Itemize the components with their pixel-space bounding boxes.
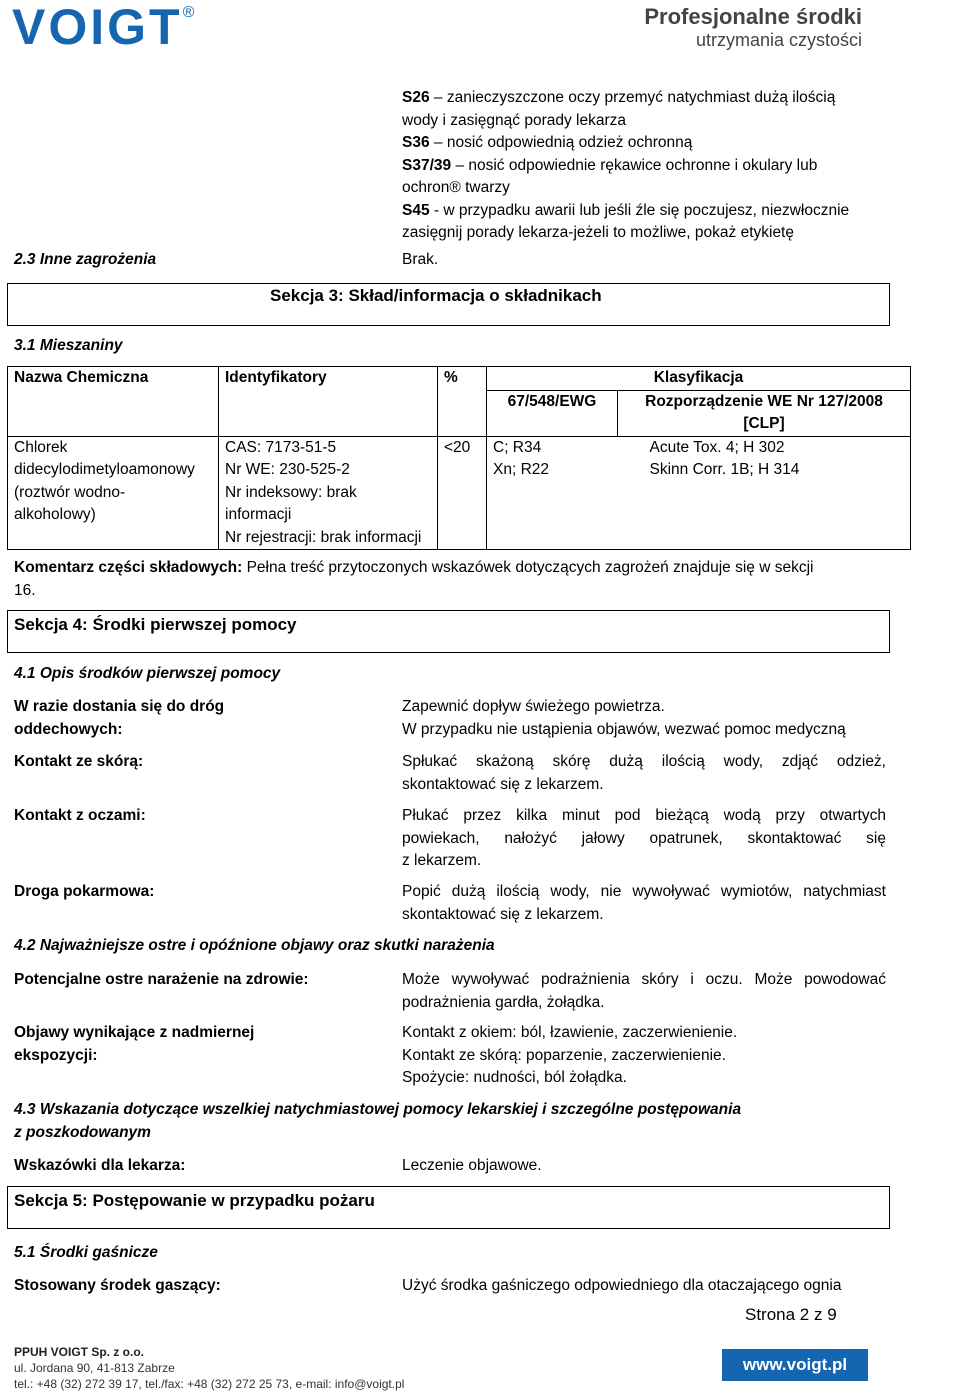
subheader-empty-2	[219, 390, 438, 436]
eye-contact-label: Kontakt z oczami:	[14, 807, 146, 824]
acute-exposure-text	[402, 969, 886, 1014]
overexposure-text-line2: Kontakt ze skórą: poparzenie, zaczerwienienie.	[402, 1046, 726, 1064]
section-4-2-label: 4.2 Najważniejsze ostre i opóźnione objawy oraz skutki narażenia	[14, 937, 495, 954]
name-line: Chlorek	[14, 438, 68, 456]
s45-code: S45	[402, 201, 430, 219]
section-3-title-box	[7, 283, 890, 326]
section-4-3-line1: 4.3 Wskazania dotyczące wszelkiej natychmiastowej pomocy lekarskiej i szczególne postępowania	[14, 1101, 742, 1118]
ingestion-text-line2: skontaktować się z lekarzem.	[402, 905, 604, 923]
subheader-ewg: 67/548/EWG	[487, 390, 618, 436]
footer-company: PPUH VOIGT Sp. z o.o.	[14, 1345, 145, 1359]
table-subheader-row	[8, 390, 911, 436]
inhalation-label-line1: W razie dostania się do dróg	[14, 698, 225, 715]
subheader-empty-3	[438, 390, 487, 436]
doctor-advice-text: Leczenie objawowe.	[402, 1157, 542, 1174]
ewg-line: C; R34	[493, 438, 542, 456]
s26-text: – zanieczyszczone oczy przemyć natychmiast dużą ilością	[429, 89, 836, 106]
subheader-clp-line2: [CLP]	[743, 415, 785, 432]
eye-contact-text-line3: z lekarzem.	[402, 852, 482, 869]
name-line: alkoholowy)	[14, 506, 96, 523]
comment-text: Pełna treść przytoczonych wskazówek dotyczących zagrożeń znajduje się w sekcji	[242, 559, 814, 576]
inhalation-text-line2: W przypadku nie ustąpienia objawów, wezwać pomoc medyczną	[402, 720, 846, 738]
s3739-text: – nosić odpowiednie rękawice ochronne i okulary lub	[451, 156, 818, 174]
section-4-title-box	[7, 610, 890, 653]
subheader-empty-1	[8, 390, 219, 436]
name-line: didecylodimetyloamonowy	[14, 461, 195, 478]
section-4-title: Sekcja 4: Środki pierwszej pomocy	[14, 615, 297, 634]
voigt-logo	[12, 0, 218, 55]
footer-website[interactable]: www.voigt.pl	[722, 1349, 868, 1381]
table-row	[8, 436, 911, 550]
overexposure-label	[14, 1022, 254, 1067]
overexposure-text-line3: Spożycie: nudności, ból żołądka.	[402, 1069, 627, 1086]
clp-line: Skinn Corr. 1B; H 314	[649, 461, 800, 478]
ingestion-text	[402, 881, 886, 926]
footer-address: ul. Jordana 90, 41-813 Zabrze	[14, 1361, 175, 1375]
s3739-code: S37/39	[402, 156, 452, 174]
footer-contact: tel.: +48 (32) 272 39 17, tel./fax: +48 (32) 272 25 73, e-mail: info@voigt.pl	[14, 1377, 405, 1391]
skin-contact-text	[402, 751, 886, 796]
clp-line: Acute Tox. 4; H 302	[649, 438, 785, 456]
name-line: (roztwór wodno-	[14, 483, 126, 501]
s26-code: S26	[402, 89, 430, 106]
header-classification: Klasyfikacja	[487, 367, 911, 391]
eye-contact-text-line1: Płukać przez kilka minut pod bieżącą wodą przy otwartych	[402, 807, 886, 824]
inhalation-label-line2: oddechowych:	[14, 720, 123, 738]
skin-contact-label: Kontakt ze skórą:	[14, 753, 144, 770]
slogan-line2: utrzymania czystości	[695, 30, 862, 50]
section-2-3-value: Brak.	[402, 251, 439, 268]
section-3-1-label: 3.1 Mieszaniny	[14, 337, 123, 354]
header-percent: %	[438, 367, 487, 391]
cell-percent: <20	[438, 436, 487, 550]
section-5-title-box	[7, 1186, 890, 1229]
components-comment	[14, 557, 886, 580]
skin-contact-text-line2: skontaktować się z lekarzem.	[402, 775, 604, 793]
ewg-line: Xn; R22	[493, 461, 550, 478]
s36-text: – nosić odpowiednią odzież ochronną	[429, 134, 693, 151]
header-identifiers: Identyfikatory	[219, 367, 438, 391]
id-line: informacji	[225, 506, 292, 523]
id-line: Nr rejestracji: brak informacji	[225, 528, 422, 546]
slogan-line1: Profesjonalne środki	[644, 4, 862, 29]
ingestion-label: Droga pokarmowa:	[14, 883, 155, 900]
eye-contact-text	[402, 805, 886, 873]
extinguishing-label: Stosowany środek gaszący:	[14, 1277, 221, 1294]
inhalation-label	[14, 696, 224, 741]
s45-text-2: zasięgnij porady lekarza-jeżeli to możliwe, pokaż etykietę	[402, 224, 794, 241]
s3739-text-2: ochron® twarzy	[402, 179, 510, 196]
section-4-3-label	[14, 1099, 894, 1144]
section-2-3-label: 2.3 Inne zagrożenia	[14, 251, 157, 268]
comment-label: Komentarz części składowych:	[14, 559, 243, 576]
subheader-clp-line1: Rozporządzenie WE Nr 127/2008	[645, 392, 883, 410]
eye-contact-text-line2: powiekach, nałożyć jałowy opatrunek, skontaktować się	[402, 829, 886, 847]
acute-exposure-text-line2: podrażnienia gardła, żołądka.	[402, 993, 605, 1011]
cell-identifiers	[219, 436, 438, 550]
doctor-advice-label: Wskazówki dla lekarza:	[14, 1157, 186, 1174]
logo-text: VOIGT	[12, 0, 183, 55]
overexposure-label-line2: ekspozycji:	[14, 1046, 98, 1064]
overexposure-text-line1: Kontakt z okiem: ból, łzawienie, zaczerwienienie.	[402, 1024, 738, 1041]
s45-text: - w przypadku awarii lub jeśli źle się poczujesz, niezwłocznie	[429, 201, 850, 219]
inhalation-text-line1: Zapewnić dopływ świeżego powietrza.	[402, 698, 665, 715]
overexposure-label-line1: Objawy wynikające z nadmiernej	[14, 1024, 255, 1041]
ingestion-text-line1: Popić dużą ilością wody, nie wywoływać wymiotów, natychmiast	[402, 883, 886, 900]
id-line: Nr indeksowy: brak	[225, 483, 357, 501]
inhalation-text	[402, 696, 886, 741]
overexposure-text	[402, 1022, 886, 1090]
cell-chemical-name	[8, 436, 219, 550]
page-number: Strona 2 z 9	[745, 1305, 837, 1324]
section-3-title: Sekcja 3: Skład/informacja o składnikach	[270, 286, 602, 305]
s36-code: S36	[402, 134, 430, 151]
id-line: CAS: 7173-51-5	[225, 438, 337, 456]
mixture-table	[7, 366, 911, 550]
table-header-row	[8, 367, 911, 391]
s-phrases-block	[402, 87, 886, 245]
skin-contact-text-line1: Spłukać skażoną skórę dużą ilością wody, zdjąć odzież,	[402, 753, 886, 770]
extinguishing-text: Użyć środka gaśniczego odpowiedniego dla otaczającego ognia	[402, 1277, 842, 1294]
acute-exposure-label: Potencjalne ostre narażenie na zdrowie:	[14, 971, 309, 988]
cell-ewg	[487, 436, 618, 550]
cell-clp	[618, 436, 911, 550]
comment-text-2: 16.	[14, 582, 36, 599]
section-4-3-line2: z poszkodowanym	[14, 1123, 151, 1141]
s26-text-2: wody i zasięgnąć porady lekarza	[402, 111, 627, 129]
section-5-title: Sekcja 5: Postępowanie w przypadku pożaru	[14, 1191, 375, 1210]
subheader-clp	[618, 390, 911, 436]
section-5-1-label: 5.1 Środki gaśnicze	[14, 1244, 158, 1261]
acute-exposure-text-line1: Może wywoływać podrażnienia skóry i oczu. Może powodować	[402, 971, 886, 988]
header-chemical-name: Nazwa Chemiczna	[8, 367, 219, 391]
id-line: Nr WE: 230-525-2	[225, 461, 350, 478]
registered-mark: ®	[182, 4, 195, 21]
section-4-1-label: 4.1 Opis środków pierwszej pomocy	[14, 665, 281, 682]
